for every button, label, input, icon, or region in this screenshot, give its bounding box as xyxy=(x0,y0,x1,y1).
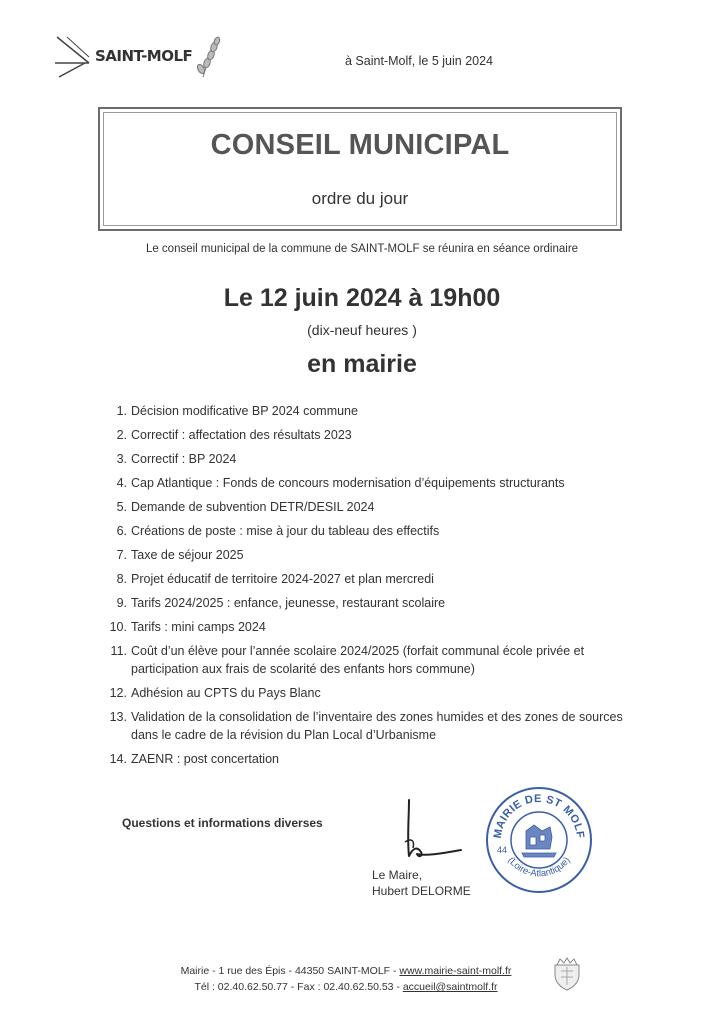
agenda-item-text: Coût d’un élève pour l’année scolaire 2024/2025 (forfait communal école privée et participation aux frais de scolarité des enfants hors commune) xyxy=(131,644,585,676)
page-subtitle: ordre du jour xyxy=(311,189,409,208)
agenda-item-number: 11. xyxy=(110,644,127,658)
agenda-item-number: 10. xyxy=(109,620,127,634)
page-title: CONSEIL MUNICIPAL xyxy=(210,129,510,161)
agenda-item-text: Créations de poste : mise à jour du tableau des effectifs xyxy=(131,524,440,538)
agenda-item-number: 4. xyxy=(116,476,127,490)
document-date: à Saint-Molf, le 5 juin 2024 xyxy=(345,54,494,68)
meeting-location: en mairie xyxy=(307,350,417,378)
agenda-item xyxy=(103,498,623,516)
stamp-number: 44 xyxy=(497,845,508,855)
agenda-item xyxy=(103,450,623,468)
agenda-item-text: Projet éducatif de territoire 2024-2027 et plan mercredi xyxy=(131,572,434,586)
agenda-item-text: Adhésion au CPTS du Pays Blanc xyxy=(131,686,321,700)
agenda-item-text: Demande de subvention DETR/DESIL 2024 xyxy=(131,500,375,514)
agenda-item-text: Décision modificative BP 2024 commune xyxy=(131,404,358,418)
signatory-title: Le Maire, xyxy=(372,868,423,882)
agenda-item xyxy=(103,618,623,636)
questions-heading: Questions et informations diverses xyxy=(122,816,323,830)
logo-text: SAINT-MOLF xyxy=(95,47,193,65)
footer-address: Mairie - 1 rue des Épis - 44350 SAINT-MOLF - xyxy=(180,965,400,977)
meeting-datetime: Le 12 juin 2024 à 19h00 xyxy=(223,284,501,312)
agenda-item-text: Validation de la consolidation de l’inventaire des zones humides et des zones de sources dans le cadre de la révision du Plan Local d’Urbanisme xyxy=(131,710,623,742)
coat-of-arms-icon xyxy=(552,957,582,991)
email-link[interactable]: accueil@saintmolf.fr xyxy=(402,981,498,993)
agenda-item-number: 6. xyxy=(116,524,127,538)
agenda-item-text: Correctif : BP 2024 xyxy=(131,452,237,466)
agenda-item xyxy=(103,546,623,564)
footer-address-line xyxy=(0,965,692,977)
stamp-emblem xyxy=(522,825,556,857)
agenda-item-number: 8. xyxy=(116,572,127,586)
agenda-list xyxy=(103,402,623,774)
agenda-item xyxy=(103,426,623,444)
agenda-item-number: 5. xyxy=(116,500,127,514)
agenda-item-text: Correctif : affectation des résultats 2023 xyxy=(131,428,352,442)
signatory-name: Hubert DELORME xyxy=(372,884,471,898)
footer-contact-line xyxy=(0,981,692,993)
title-box xyxy=(98,107,622,231)
agenda-item-number: 13. xyxy=(109,710,127,724)
agenda-item xyxy=(103,750,623,768)
agenda-item xyxy=(103,684,623,702)
intro-text: Le conseil municipal de la commune de SAINT-MOLF se réunira en séance ordinaire xyxy=(145,243,579,255)
agenda-item-text: Cap Atlantique : Fonds de concours modernisation d’équipements structurants xyxy=(131,476,565,490)
stamp-bottom-text: (Loire-Atlantique) xyxy=(505,855,573,880)
stamp-top-text: MAIRIE DE ST MOLF xyxy=(491,792,587,840)
agenda-item xyxy=(103,708,623,744)
agenda-item xyxy=(103,570,623,588)
agenda-item-number: 1. xyxy=(116,404,127,418)
official-stamp xyxy=(484,785,594,895)
agenda-item-number: 7. xyxy=(116,548,127,562)
agenda-item xyxy=(103,402,623,420)
agenda-item-text: Taxe de séjour 2025 xyxy=(131,548,244,562)
agenda-item-number: 14. xyxy=(109,752,127,766)
agenda-item xyxy=(103,594,623,612)
meeting-time-words: (dix-neuf heures ) xyxy=(307,322,417,338)
agenda-item-text: Tarifs : mini camps 2024 xyxy=(131,620,266,634)
agenda-item xyxy=(103,642,623,678)
agenda-item xyxy=(103,522,623,540)
agenda-item xyxy=(103,474,623,492)
website-link[interactable]: www.mairie-saint-molf.fr xyxy=(399,965,512,977)
agenda-item-number: 2. xyxy=(116,428,127,442)
saint-molf-logo xyxy=(55,33,225,81)
agenda-item-text: Tarifs 2024/2025 : enfance, jeunesse, restaurant scolaire xyxy=(131,596,446,610)
agenda-item-number: 9. xyxy=(116,596,127,610)
agenda-item-number: 12. xyxy=(109,686,127,700)
footer-phone-fax: Tél : 02.40.62.50.77 - Fax : 02.40.62.50.53 - xyxy=(194,981,403,993)
agenda-item-number: 3. xyxy=(116,452,127,466)
signature-graphic xyxy=(395,798,465,868)
agenda-item-text: ZAENR : post concertation xyxy=(131,752,279,766)
